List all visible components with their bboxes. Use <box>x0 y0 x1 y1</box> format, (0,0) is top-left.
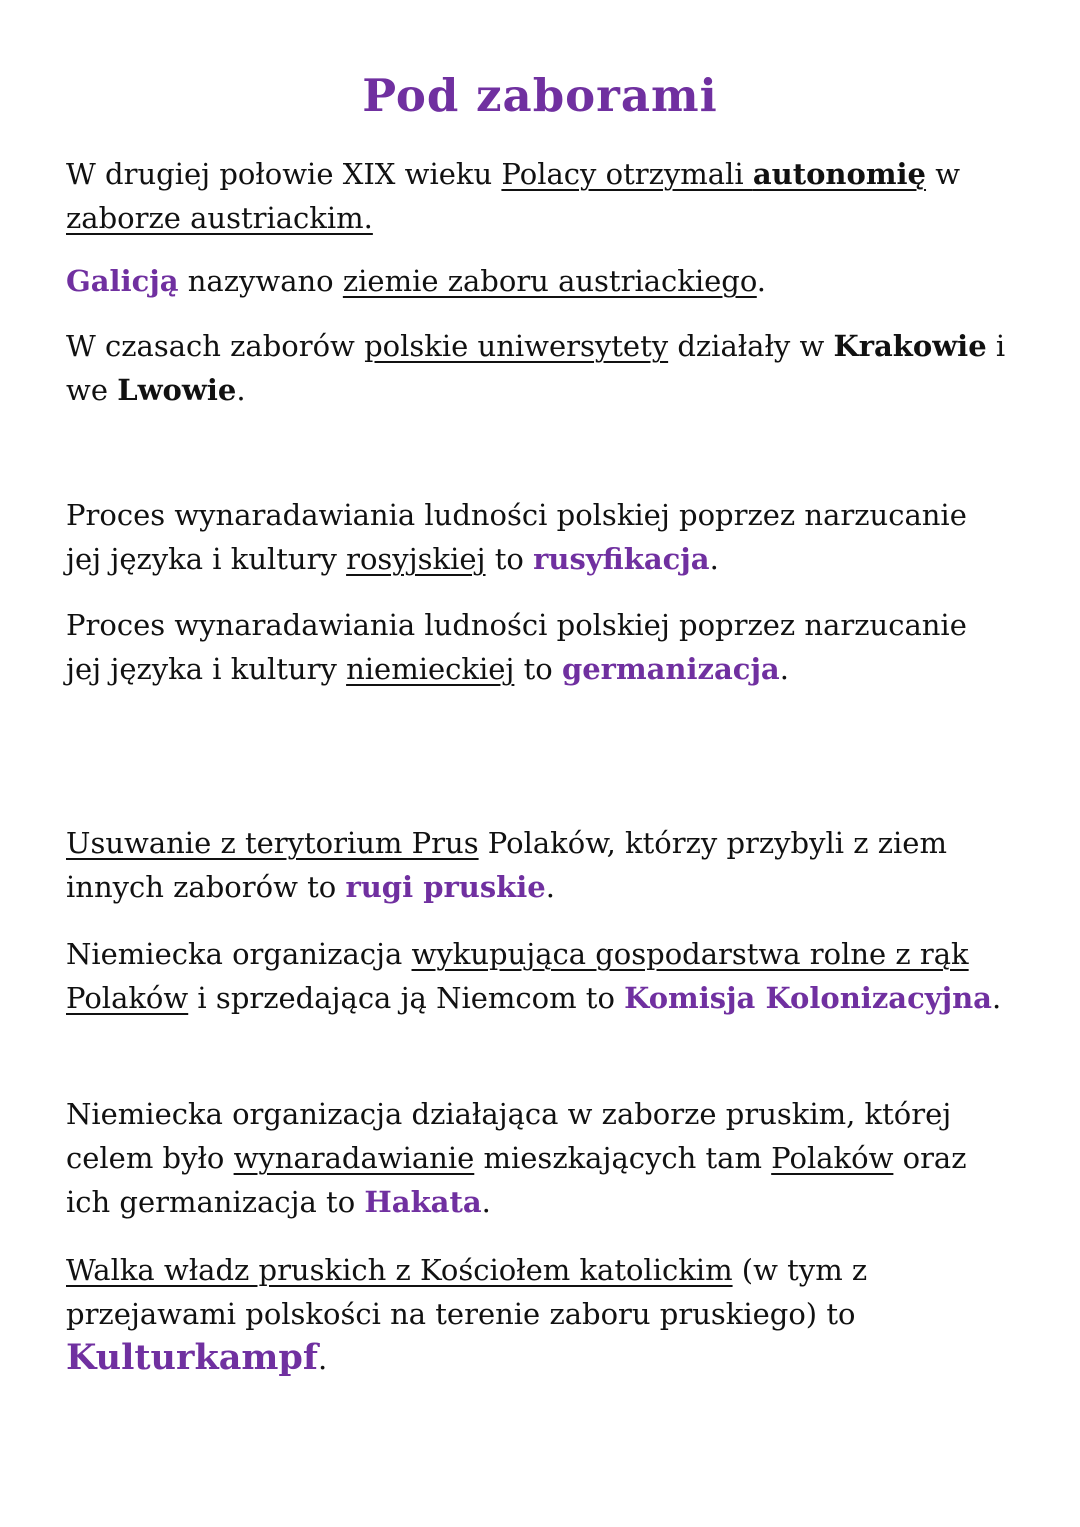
text-segment: zaborze austriackim. <box>66 201 373 235</box>
text-segment: oraz ich germanizacja to <box>66 1141 967 1219</box>
text-segment: Lwowie <box>117 373 237 407</box>
text-segment: . <box>236 373 246 407</box>
text-segment: i sprzedająca ją Niemcom to <box>188 981 625 1015</box>
paragraph-colonization-commission <box>66 932 1006 1020</box>
paragraph-germanization <box>66 603 1006 691</box>
text-segment: W drugiej połowie XIX wieku <box>66 157 502 191</box>
text-segment: polskie uniwersytety <box>364 329 669 363</box>
text-segment: germanizacja <box>561 652 780 686</box>
text-segment: Walka władz pruskich z Kościołem katolickim <box>66 1253 733 1287</box>
text-segment: rosyjskiej <box>346 542 486 576</box>
text-segment: . <box>317 1342 328 1376</box>
text-segment: Hakata <box>364 1185 482 1219</box>
text-segment: Galicją <box>66 264 179 298</box>
text-segment: . <box>756 264 766 298</box>
text-segment: . <box>545 870 555 904</box>
text-segment: Usuwanie z terytorium Prus <box>66 826 479 860</box>
text-segment: Proces wynaradawiania ludności polskiej poprzez narzucanie jej języka i kultury <box>66 608 967 686</box>
text-segment: działały w <box>668 329 834 363</box>
text-segment: wykupująca gospodarstwa rolne z rąk Polaków <box>66 937 969 1015</box>
text-segment: Proces wynaradawiania ludności polskiej poprzez narzucanie jej języka i kultury <box>66 498 967 576</box>
text-segment: rugi pruskie <box>345 870 546 904</box>
text-segment: to <box>514 652 562 686</box>
text-segment: Kulturkampf <box>66 1337 318 1378</box>
paragraph-hakata <box>66 1092 1006 1224</box>
paragraph-autonomy <box>66 152 1006 240</box>
text-segment: to <box>485 542 534 576</box>
text-segment: . <box>779 652 789 686</box>
text-segment: Krakowie <box>833 329 987 363</box>
text-segment: . <box>481 1185 491 1219</box>
paragraph-galicja <box>66 259 1006 303</box>
paragraph-prussian-deportations <box>66 821 1006 909</box>
text-segment: Niemiecka organizacja działająca w zaborze pruskim, której celem było <box>66 1097 952 1175</box>
paragraph-universities <box>66 324 1006 412</box>
text-segment: . <box>709 542 719 576</box>
text-segment: Polaków, którzy przybyli z ziem innych zaborów to <box>66 826 947 904</box>
text-segment: Niemiecka organizacja <box>66 937 412 971</box>
text-segment: i we <box>66 329 1006 407</box>
text-segment: niemieckiej <box>346 652 515 686</box>
text-segment: autonomię <box>752 157 927 191</box>
text-segment: nazywano <box>178 264 343 298</box>
text-segment: W czasach zaborów <box>66 329 365 363</box>
text-segment: (w tym z przejawami polskości na terenie zaboru pruskiego) to <box>66 1253 868 1331</box>
paragraph-kulturkampf <box>66 1248 1006 1381</box>
text-segment: Polaków <box>771 1141 894 1175</box>
text-segment: wynaradawianie <box>233 1141 475 1175</box>
text-segment: w <box>926 157 961 191</box>
page-title: Pod zaborami <box>362 69 718 122</box>
text-segment: rusyfikacja <box>533 542 710 576</box>
text-segment: Polacy otrzymali <box>501 157 753 191</box>
text-segment: ziemie zaboru austriackiego <box>342 264 757 298</box>
text-segment: . <box>991 981 1002 1015</box>
paragraph-russification <box>66 493 1006 581</box>
text-segment: Komisja Kolonizacyjna <box>624 981 992 1015</box>
text-segment: mieszkających tam <box>474 1141 772 1175</box>
